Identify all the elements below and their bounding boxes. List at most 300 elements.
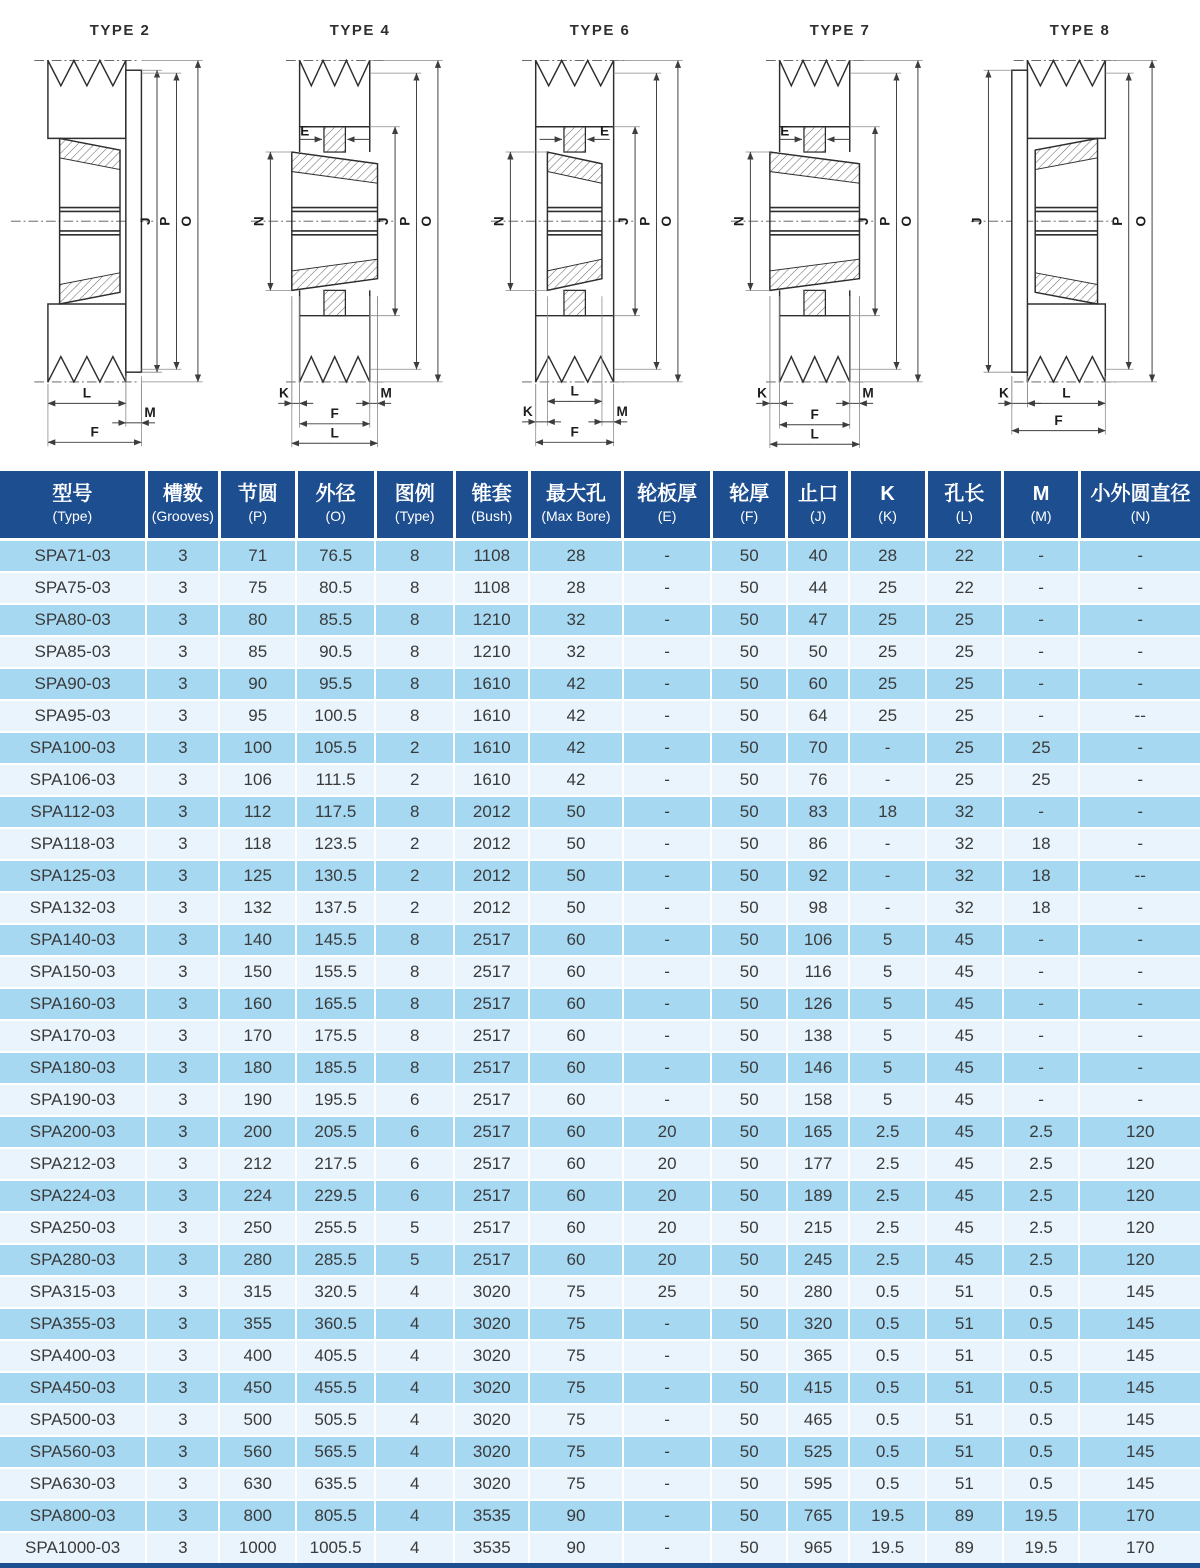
table-cell: 1108	[454, 539, 529, 572]
table-cell: 18	[1003, 892, 1080, 924]
table-cell: 45	[926, 1116, 1003, 1148]
table-cell: 217.5	[296, 1148, 375, 1180]
column-header-en: (Type)	[52, 508, 93, 525]
table-cell: -	[623, 572, 712, 604]
table-cell: 75	[529, 1404, 623, 1436]
table-cell: 50	[711, 1404, 787, 1436]
table-cell: SPA180-03	[0, 1052, 146, 1084]
table-cell: 205.5	[296, 1116, 375, 1148]
table-cell: 3	[146, 1020, 219, 1052]
column-header-4	[375, 471, 454, 539]
table-row	[0, 1212, 1200, 1244]
table-row	[0, 1500, 1200, 1532]
table-cell: --	[1079, 860, 1200, 892]
table-cell: 145	[1079, 1372, 1200, 1404]
svg-text:F: F	[90, 424, 99, 440]
column-header-zh: 最大孔	[545, 483, 606, 506]
table-cell: 3	[146, 1084, 219, 1116]
table-cell: 51	[926, 1404, 1003, 1436]
column-header-zh: 止口	[798, 483, 839, 506]
table-cell: 60	[529, 1052, 623, 1084]
table-cell: 3	[146, 1212, 219, 1244]
table-cell: 3	[146, 988, 219, 1020]
svg-text:E: E	[300, 123, 310, 139]
table-cell: SPA500-03	[0, 1404, 146, 1436]
table-cell: -	[849, 732, 926, 764]
table-cell: 20	[623, 1116, 712, 1148]
table-cell: 2012	[454, 828, 529, 860]
table-cell: 1210	[454, 604, 529, 636]
table-cell: -	[623, 956, 712, 988]
table-cell: 3	[146, 636, 219, 668]
table-cell: -	[623, 732, 712, 764]
table-cell: 2.5	[1003, 1116, 1080, 1148]
table-cell: SPA170-03	[0, 1020, 146, 1052]
table-cell: 150	[219, 956, 296, 988]
table-cell: 0.5	[1003, 1308, 1080, 1340]
table-cell: 5	[849, 1052, 926, 1084]
table-row	[0, 764, 1200, 796]
table-cell: 50	[711, 924, 787, 956]
table-cell: 60	[529, 1212, 623, 1244]
table-cell: 71	[219, 539, 296, 572]
table-cell: SPA560-03	[0, 1436, 146, 1468]
header-row	[0, 471, 1200, 539]
table-cell: 165.5	[296, 988, 375, 1020]
table-row	[0, 828, 1200, 860]
pulley-diagram-type8	[960, 8, 1200, 471]
table-cell: 51	[926, 1276, 1003, 1308]
svg-text:K: K	[279, 385, 289, 401]
table-cell: 25	[926, 604, 1003, 636]
table-cell: 50	[711, 1340, 787, 1372]
table-cell: 3	[146, 572, 219, 604]
table-cell: 2	[375, 860, 454, 892]
column-header-7	[623, 471, 712, 539]
table-cell: 105.5	[296, 732, 375, 764]
table-cell: 6	[375, 1084, 454, 1116]
table-row	[0, 1148, 1200, 1180]
svg-text:M: M	[144, 404, 156, 420]
table-cell: -	[1003, 700, 1080, 732]
table-cell: 25	[926, 764, 1003, 796]
table-cell: SPA118-03	[0, 828, 146, 860]
svg-text:P: P	[877, 216, 893, 226]
column-header-en: (Grooves)	[151, 508, 214, 525]
table-cell: 560	[219, 1436, 296, 1468]
table-row	[0, 1340, 1200, 1372]
table-cell: -	[623, 1340, 712, 1372]
table-cell: 25	[623, 1276, 712, 1308]
column-header-1	[146, 471, 219, 539]
table-cell: 50	[711, 1372, 787, 1404]
table-cell: 50	[711, 1532, 787, 1566]
table-row	[0, 956, 1200, 988]
table-cell: 2.5	[849, 1116, 926, 1148]
table-cell: -	[849, 828, 926, 860]
column-header-0	[0, 471, 146, 539]
table-cell: 158	[787, 1084, 849, 1116]
svg-text:F: F	[330, 405, 339, 421]
table-cell: 50	[711, 700, 787, 732]
svg-text:M: M	[862, 385, 874, 401]
table-cell: 2517	[454, 1180, 529, 1212]
table-cell: 60	[529, 1148, 623, 1180]
table-cell: 170	[1079, 1532, 1200, 1566]
table-cell: 45	[926, 1084, 1003, 1116]
table-cell: 60	[529, 1020, 623, 1052]
table-cell: 60	[529, 956, 623, 988]
diagram-title: TYPE 7	[809, 22, 871, 39]
table-cell: SPA280-03	[0, 1244, 146, 1276]
table-cell: 120	[1079, 1148, 1200, 1180]
table-cell: 965	[787, 1532, 849, 1566]
table-cell: SPA150-03	[0, 956, 146, 988]
svg-text:N: N	[731, 216, 747, 227]
table-cell: 505.5	[296, 1404, 375, 1436]
table-cell: 4	[375, 1276, 454, 1308]
table-cell: -	[623, 924, 712, 956]
table-cell: 120	[1079, 1116, 1200, 1148]
table-cell: -	[1079, 668, 1200, 700]
table-cell: 0.5	[1003, 1372, 1080, 1404]
table-cell: 25	[849, 700, 926, 732]
table-cell: 50	[711, 764, 787, 796]
table-cell: 20	[623, 1212, 712, 1244]
table-cell: 45	[926, 1180, 1003, 1212]
table-cell: -	[623, 668, 712, 700]
table-row	[0, 1372, 1200, 1404]
table-cell: 5	[849, 924, 926, 956]
table-cell: SPA106-03	[0, 764, 146, 796]
table-cell: 100.5	[296, 700, 375, 732]
table-cell: 3	[146, 1500, 219, 1532]
table-cell: 500	[219, 1404, 296, 1436]
table-cell: -	[1003, 539, 1080, 572]
table-cell: 60	[787, 668, 849, 700]
table-cell: 405.5	[296, 1340, 375, 1372]
table-cell: 75	[529, 1372, 623, 1404]
table-cell: -	[1079, 636, 1200, 668]
table-row	[0, 604, 1200, 636]
table-cell: 25	[926, 636, 1003, 668]
table-cell: 285.5	[296, 1244, 375, 1276]
table-row	[0, 796, 1200, 828]
table-cell: 3535	[454, 1532, 529, 1566]
table-cell: 50	[711, 892, 787, 924]
table-cell: -	[849, 892, 926, 924]
table-cell: 4	[375, 1340, 454, 1372]
diagram-title: TYPE 8	[1049, 22, 1111, 39]
table-cell: 32	[529, 636, 623, 668]
svg-text:J: J	[856, 217, 872, 225]
table-cell: 50	[711, 668, 787, 700]
table-cell: 450	[219, 1372, 296, 1404]
table-cell: SPA85-03	[0, 636, 146, 668]
table-cell: 355	[219, 1308, 296, 1340]
table-cell: 2.5	[849, 1148, 926, 1180]
svg-text:O: O	[419, 215, 435, 227]
table-row	[0, 1308, 1200, 1340]
table-cell: 3	[146, 860, 219, 892]
table-cell: 25	[849, 636, 926, 668]
table-cell: -	[623, 1468, 712, 1500]
table-cell: 75	[529, 1436, 623, 1468]
table-cell: 400	[219, 1340, 296, 1372]
table-row	[0, 732, 1200, 764]
table-cell: 3	[146, 1052, 219, 1084]
table-cell: 20	[623, 1244, 712, 1276]
table-cell: 3020	[454, 1276, 529, 1308]
table-cell: 3	[146, 1436, 219, 1468]
svg-text:O: O	[659, 215, 675, 227]
table-cell: SPA200-03	[0, 1116, 146, 1148]
table-cell: 3	[146, 1276, 219, 1308]
table-row	[0, 636, 1200, 668]
table-cell: 50	[711, 988, 787, 1020]
column-header-3	[296, 471, 375, 539]
table-cell: 3	[146, 1148, 219, 1180]
table-cell: 42	[529, 764, 623, 796]
table-cell: SPA80-03	[0, 604, 146, 636]
table-cell: SPA90-03	[0, 668, 146, 700]
table-cell: -	[1079, 924, 1200, 956]
table-cell: 170	[1079, 1500, 1200, 1532]
table-row	[0, 1436, 1200, 1468]
table-cell: 50	[787, 636, 849, 668]
table-cell: 8	[375, 700, 454, 732]
table-cell: 2517	[454, 988, 529, 1020]
pulley-cross-section-type2	[7, 41, 233, 454]
table-cell: 25	[849, 572, 926, 604]
table-cell: -	[1003, 796, 1080, 828]
table-cell: 212	[219, 1148, 296, 1180]
table-cell: 177	[787, 1148, 849, 1180]
column-header-5	[454, 471, 529, 539]
svg-text:K: K	[522, 404, 533, 420]
table-cell: 0.5	[1003, 1468, 1080, 1500]
table-cell: 3020	[454, 1468, 529, 1500]
table-cell: 0.5	[1003, 1404, 1080, 1436]
table-cell: SPA400-03	[0, 1340, 146, 1372]
table-cell: -	[623, 1372, 712, 1404]
table-cell: 2.5	[1003, 1244, 1080, 1276]
table-cell: 18	[1003, 828, 1080, 860]
table-cell: 5	[849, 956, 926, 988]
table-row	[0, 892, 1200, 924]
table-cell: 2.5	[849, 1212, 926, 1244]
table-cell: SPA100-03	[0, 732, 146, 764]
table-cell: 70	[787, 732, 849, 764]
table-cell: 118	[219, 828, 296, 860]
table-cell: 32	[926, 892, 1003, 924]
table-cell: 145	[1079, 1404, 1200, 1436]
table-cell: 3	[146, 924, 219, 956]
table-cell: 145	[1079, 1340, 1200, 1372]
table-cell: 5	[375, 1244, 454, 1276]
table-cell: 4	[375, 1404, 454, 1436]
table-cell: 1610	[454, 700, 529, 732]
table-cell: 635.5	[296, 1468, 375, 1500]
table-cell: 25	[926, 732, 1003, 764]
table-cell: -	[1003, 572, 1080, 604]
table-cell: -	[1003, 1052, 1080, 1084]
column-header-zh: 图例	[394, 483, 435, 506]
svg-text:P: P	[157, 216, 173, 226]
table-cell: 95.5	[296, 668, 375, 700]
table-cell: 2517	[454, 1244, 529, 1276]
table-cell: SPA75-03	[0, 572, 146, 604]
column-header-en: (Type)	[394, 508, 435, 525]
table-cell: SPA112-03	[0, 796, 146, 828]
table-cell: 50	[711, 1212, 787, 1244]
table-cell: 3	[146, 956, 219, 988]
table-cell: 1210	[454, 636, 529, 668]
table-cell: 3	[146, 732, 219, 764]
table-cell: 3020	[454, 1436, 529, 1468]
column-header-zh: M	[1032, 483, 1050, 506]
table-cell: 28	[529, 572, 623, 604]
table-cell: 245	[787, 1244, 849, 1276]
table-row	[0, 1116, 1200, 1148]
table-cell: 3020	[454, 1372, 529, 1404]
table-cell: 98	[787, 892, 849, 924]
table-cell: -	[623, 1404, 712, 1436]
table-row	[0, 572, 1200, 604]
table-cell: 50	[711, 1276, 787, 1308]
table-cell: -	[1079, 539, 1200, 572]
svg-text:L: L	[570, 383, 579, 399]
table-cell: 120	[1079, 1212, 1200, 1244]
svg-text:J: J	[969, 217, 985, 225]
table-cell: 51	[926, 1308, 1003, 1340]
table-cell: 3	[146, 1340, 219, 1372]
table-cell: -	[1079, 1020, 1200, 1052]
table-cell: 315	[219, 1276, 296, 1308]
table-cell: 50	[711, 860, 787, 892]
table-cell: 320.5	[296, 1276, 375, 1308]
spec-table	[0, 471, 1200, 1568]
table-cell: 50	[711, 1180, 787, 1212]
table-cell: 3	[146, 764, 219, 796]
table-cell: 45	[926, 956, 1003, 988]
table-cell: 805.5	[296, 1500, 375, 1532]
table-cell: 106	[219, 764, 296, 796]
table-cell: 8	[375, 796, 454, 828]
table-cell: -	[623, 1308, 712, 1340]
table-cell: 3	[146, 796, 219, 828]
table-cell: 180	[219, 1052, 296, 1084]
svg-text:E: E	[780, 123, 790, 139]
table-cell: 25	[1003, 732, 1080, 764]
table-row	[0, 1244, 1200, 1276]
table-row	[0, 1020, 1200, 1052]
table-cell: 42	[529, 700, 623, 732]
table-cell: -	[1079, 892, 1200, 924]
table-cell: 76.5	[296, 539, 375, 572]
table-cell: -	[1003, 636, 1080, 668]
table-cell: 2	[375, 892, 454, 924]
table-cell: 25	[1003, 764, 1080, 796]
table-cell: 112	[219, 796, 296, 828]
table-cell: 50	[711, 1084, 787, 1116]
table-cell: 60	[529, 1244, 623, 1276]
table-cell: 1610	[454, 764, 529, 796]
table-cell: -	[623, 604, 712, 636]
table-cell: 19.5	[1003, 1532, 1080, 1566]
table-cell: -	[1079, 732, 1200, 764]
table-cell: 20	[623, 1148, 712, 1180]
column-header-zh: 锥套	[471, 483, 512, 506]
table-cell: 4	[375, 1372, 454, 1404]
table-cell: -	[623, 700, 712, 732]
svg-text:M: M	[616, 404, 628, 420]
table-cell: 0.5	[1003, 1276, 1080, 1308]
table-cell: 165	[787, 1116, 849, 1148]
table-cell: 130.5	[296, 860, 375, 892]
column-header-12	[1003, 471, 1080, 539]
svg-text:K: K	[999, 385, 1009, 401]
table-cell: 3	[146, 828, 219, 860]
svg-text:N: N	[491, 216, 507, 227]
table-cell: 47	[787, 604, 849, 636]
table-cell: 5	[849, 1020, 926, 1052]
table-cell: SPA450-03	[0, 1372, 146, 1404]
table-cell: 25	[926, 668, 1003, 700]
table-cell: 2517	[454, 924, 529, 956]
table-cell: 90	[219, 668, 296, 700]
table-cell: SPA95-03	[0, 700, 146, 732]
svg-text:L: L	[82, 385, 92, 401]
table-cell: -	[1003, 1020, 1080, 1052]
table-cell: 1610	[454, 732, 529, 764]
table-cell: 3020	[454, 1404, 529, 1436]
table-cell: 2517	[454, 1148, 529, 1180]
table-cell: 170	[219, 1020, 296, 1052]
table-cell: 50	[529, 892, 623, 924]
table-cell: 40	[787, 539, 849, 572]
table-cell: 51	[926, 1372, 1003, 1404]
table-cell: -	[623, 1500, 712, 1532]
table-cell: -	[623, 988, 712, 1020]
table-cell: 229.5	[296, 1180, 375, 1212]
table-cell: SPA355-03	[0, 1308, 146, 1340]
table-cell: 2	[375, 764, 454, 796]
table-cell: 280	[219, 1244, 296, 1276]
table-cell: SPA125-03	[0, 860, 146, 892]
table-cell: 3	[146, 1404, 219, 1436]
table-cell: -	[623, 796, 712, 828]
pulley-cross-section-type8	[967, 41, 1193, 454]
table-cell: 89	[926, 1532, 1003, 1566]
table-cell: 89	[926, 1500, 1003, 1532]
table-cell: 595	[787, 1468, 849, 1500]
table-cell: 455.5	[296, 1372, 375, 1404]
table-cell: 20	[623, 1180, 712, 1212]
table-cell: -	[1079, 1052, 1200, 1084]
table-cell: SPA224-03	[0, 1180, 146, 1212]
table-cell: 50	[711, 732, 787, 764]
svg-text:L: L	[810, 426, 819, 442]
table-cell: 92	[787, 860, 849, 892]
table-cell: 8	[375, 956, 454, 988]
pulley-cross-section-type6	[487, 41, 713, 454]
table-cell: 3	[146, 1244, 219, 1276]
table-cell: 0.5	[849, 1340, 926, 1372]
table-cell: -	[623, 764, 712, 796]
table-cell: 75	[529, 1308, 623, 1340]
table-cell: 138	[787, 1020, 849, 1052]
